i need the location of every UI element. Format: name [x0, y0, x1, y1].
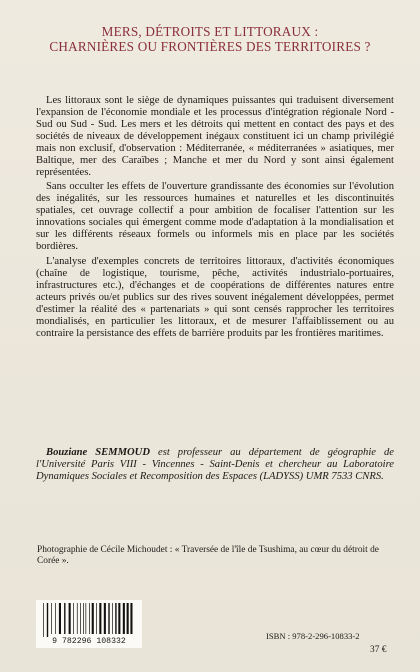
book-title-line-1: MERS, DÉTROITS ET LITTORAUX : [101, 24, 319, 39]
barcode-bar [96, 603, 97, 634]
summary-paragraph-3: L'analyse d'exemples concrets de territoires littoraux, d'activités économiques (chaîne de logistique, tourisme, pêche, activités industrialo-portuaires, infrastructures etc.), d'échanges et de coopérations de différentes natures entre acteurs privés ou/et publics sur des rives souvent inégalement développées, permet d'estimer la réalité des « partenariats » qui sont censés rapprocher les territoires mondialisés, en particulier les littoraux, et de mesurer l'affaiblissement ou au contraire la persistance des effets de barrière produits par les frontières maritimes. [36, 256, 394, 340]
barcode-bar [130, 603, 132, 634]
barcode-bar [89, 603, 90, 634]
barcode-bar [77, 603, 78, 634]
book-title-line-2: CHARNIÈRES OU FRONTIÈRES DES TERRITOIRES ? [49, 39, 371, 54]
barcode [36, 600, 142, 648]
summary-paragraph-1: Les littoraux sont le siège de dynamiques puissantes qui traduisent diversement l'expansion de l'économie mondiale et les processus d'intégration régionale Nord - Sud ou Sud - Sud. Les mers et les détroits qui mettent en contact des pays et des sociétés de niveaux de développement inégaux constituent ici un champ privilégié mais non exclusif, d'observation : Méditerranée, « méditerranées » asiatiques, mer Baltique, mer des Caraïbes ; Manche et mer du Nord y sont ainsi également représentées. [36, 95, 394, 179]
barcode-bar [123, 603, 125, 634]
barcode-digits: 9 782296 108332 [52, 637, 126, 646]
barcode-bar [118, 603, 120, 634]
barcode-bar [80, 603, 81, 634]
barcode-bar [99, 603, 101, 634]
price: 37 € [370, 645, 387, 655]
barcode-bars [43, 603, 135, 637]
barcode-bar [51, 603, 52, 634]
barcode-bar [64, 603, 65, 634]
barcode-bar [108, 603, 109, 634]
barcode-bar [92, 603, 94, 634]
book-title [30, 24, 390, 54]
barcode-bar [47, 603, 48, 637]
barcode-bar [59, 603, 61, 634]
isbn: ISBN : 978-2-296-10833-2 [266, 631, 360, 641]
barcode-bar [112, 603, 113, 634]
author-description: est professeur au département de géographie de l'Université Paris VIII - Vincennes - Saint-Denis et chercheur au Laboratoire Dynamiques Sociales et Recomposition des Espaces (LADYSS) UMR 7533 CNRS. [36, 447, 394, 483]
barcode-bar [73, 603, 74, 634]
barcode-bar [69, 603, 71, 634]
author-bio [36, 447, 394, 483]
author-name: Bouziane SEMMOUD [46, 447, 150, 458]
barcode-bar [43, 603, 44, 637]
barcode-bar [127, 603, 129, 634]
barcode-bar [86, 603, 87, 634]
barcode-bar [115, 603, 116, 634]
barcode-bar [104, 603, 106, 634]
photo-credit: Photographie de Cécile Michoudet : « Traversée de l'île de Tsushima, au cœur du détroit de Corée ». [37, 545, 379, 567]
summary-paragraph-2: Sans occulter les effets de l'ouverture grandissante des économies sur l'évolution des inégalités, sur les ressources humaines et naturelles et les discontinuités spatiales, cet ouvrage collectif a pour ambition de focaliser l'attention sur les innovations sociales qui émergent comme mode d'adaptation à la mondialisation et sur les différents réseaux formels ou informels mis en place par les sociétés bordières. [36, 181, 394, 253]
barcode-bar [83, 603, 84, 634]
barcode-bar [55, 603, 56, 634]
